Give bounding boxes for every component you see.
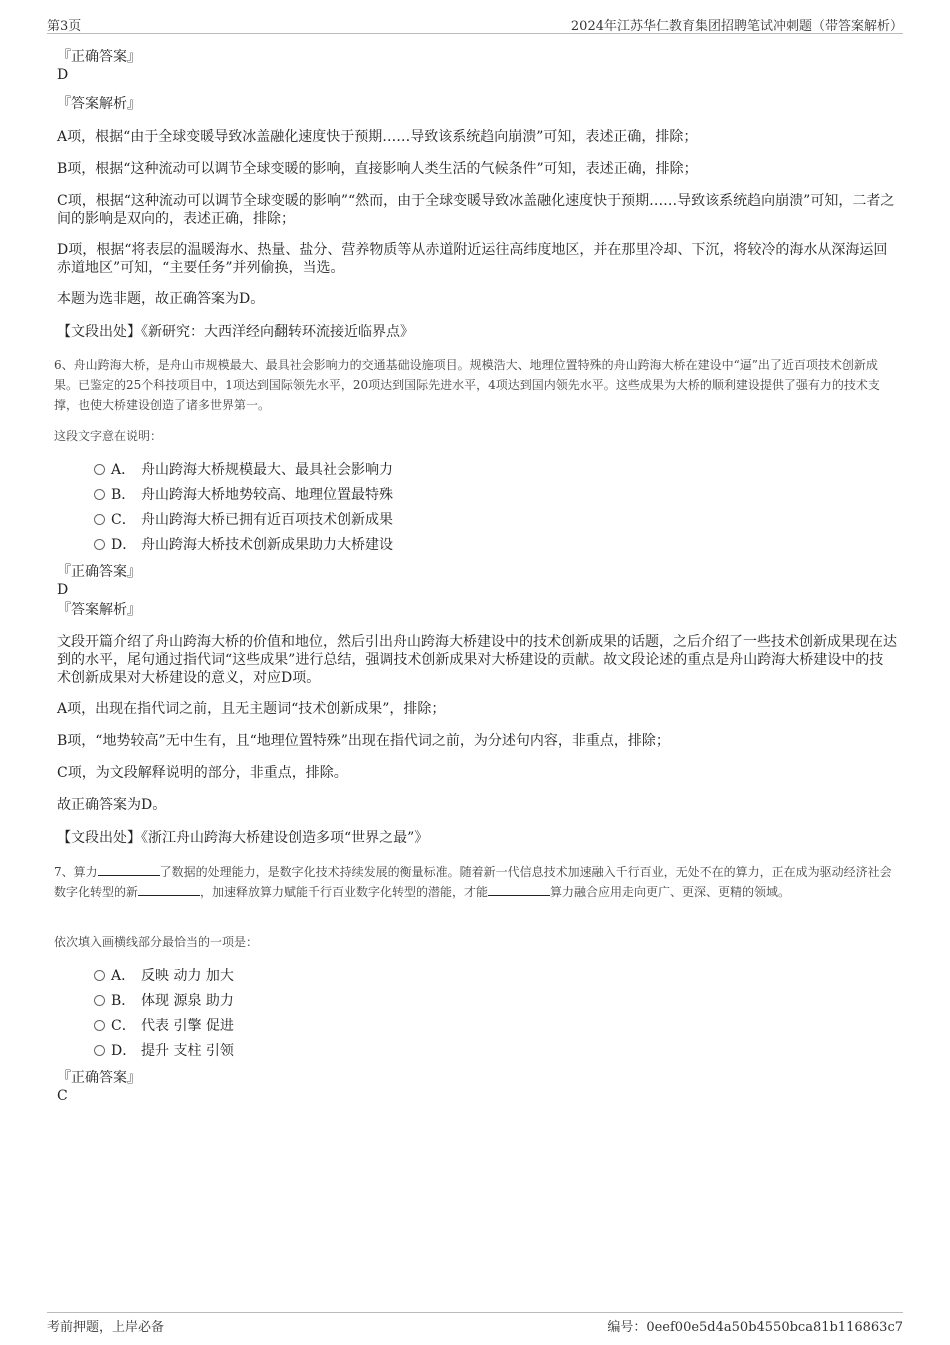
fill-blank-3 [488, 883, 550, 896]
radio-icon[interactable] [94, 489, 105, 500]
fill-blank-2 [138, 883, 200, 896]
q7-answer: C [57, 1088, 68, 1104]
q7-prompt: 依次填入画横线部分最恰当的一项是： [54, 935, 259, 949]
q6-option-d[interactable]: D． 舟山跨海大桥技术创新成果助力大桥建设 [94, 535, 393, 555]
radio-icon[interactable] [94, 995, 105, 1006]
q6-answer-label: 『正确答案』 [57, 564, 141, 580]
q6-option-b[interactable]: B． 舟山跨海大桥地势较高、地理位置最特殊 [94, 485, 393, 505]
radio-icon[interactable] [94, 539, 105, 550]
q5-analysis-label: 『答案解析』 [57, 96, 141, 112]
q6-question-text: 6、舟山跨海大桥，是舟山市规模最大、最具社会影响力的交通基础设施项目。规模浩大、地理位置特殊的舟山跨海大桥在建设中“逼”出了近百项技术创新成果。已鉴定的25个科技项目中，1项达到国际领先水平，20项达到国际先进水平，4项达到国内领先水平。这些成果为大桥的顺利建设提供了强有力的技术支撑，也使大桥建设创造了诸多世界第一。 [54, 358, 880, 412]
q7-question-text: 7、算力 了数据的处理能力，是数字化技术持续发展的衡量标准。随着新一代信息技术加速融入千行百业，无处不在的算力，正在成为驱动经济社会数字化转型的新 ，加速释放算力赋能千行百业数字化转型的潜能，才能 算力融合应用走向更广、更深、更精的领域。 [54, 865, 892, 899]
q6-conclusion: 故正确答案为D。 [57, 797, 167, 813]
radio-icon[interactable] [94, 970, 105, 981]
q6-analysis-a: A项，出现在指代词之前，且无主题词“技术创新成果”，排除； [57, 701, 446, 717]
q6-option-c[interactable]: C． 舟山跨海大桥已拥有近百项技术创新成果 [94, 510, 393, 530]
q5-answer-label: 『正确答案』 [57, 49, 141, 65]
fill-blank-1 [98, 863, 160, 876]
q6-analysis-main: 文段开篇介绍了舟山跨海大桥的价值和地位，然后引出舟山跨海大桥建设中的技术创新成果的话题，之后介绍了一些技术创新成果现在达到的水平，尾句通过指代词“这些成果”进行总结，强调技术创新成果对大桥建设的贡献。故文段论述的重点是舟山跨海大桥建设中的技术创新成果对大桥建设的意义，对应D项。 [57, 634, 897, 686]
footer-slogan: 考前押题，上岸必备 [47, 1320, 165, 1335]
document-code: 编号：0eef00e5d4a50b4550bca81b116863c7 [607, 1320, 903, 1335]
q7-option-d[interactable]: D． 提升 支柱 引领 [94, 1041, 234, 1061]
page-header [47, 13, 903, 34]
q7-option-a[interactable]: A． 反映 动力 加大 [94, 966, 234, 986]
q6-source: 【文段出处】《浙江舟山跨海大桥建设创造多项“世界之最”》 [57, 830, 429, 846]
q5-source: 【文段出处】《新研究：大西洋经向翻转环流接近临界点》 [57, 324, 414, 340]
q5-analysis-d: D项，根据“将表层的温暖海水、热量、盐分、营养物质等从赤道附近运往高纬度地区，并在那里冷却、下沉，将较冷的海水从深海运回赤道地区”可知，“主要任务”并列偷换，当选。 [57, 242, 888, 276]
q7-option-c[interactable]: C． 代表 引擎 促进 [94, 1016, 234, 1036]
radio-icon[interactable] [94, 1045, 105, 1056]
q7-option-b[interactable]: B． 体现 源泉 助力 [94, 991, 234, 1011]
q6-answer: D [57, 582, 69, 598]
page-number: 第3页 [47, 19, 82, 34]
radio-icon[interactable] [94, 464, 105, 475]
document-title: 2024年江苏华仁教育集团招聘笔试冲刺题（带答案解析） [570, 19, 903, 34]
q5-analysis-b: B项，根据“这种流动可以调节全球变暖的影响，直接影响人类生活的气候条件”可知，表述正确，排除； [57, 161, 698, 177]
q6-option-a[interactable]: A． 舟山跨海大桥规模最大、最具社会影响力 [94, 460, 393, 480]
q6-analysis-c: C项，为文段解释说明的部分，非重点，排除。 [57, 765, 348, 781]
q5-conclusion: 本题为选非题，故正确答案为D。 [57, 291, 265, 307]
q5-analysis-a: A项，根据“由于全球变暖导致冰盖融化速度快于预期……导致该系统趋向崩溃”可知，表述正确，排除； [57, 129, 698, 145]
q6-analysis-b: B项，“地势较高”无中生有，且“地理位置特殊”出现在指代词之前，为分述句内容，非重点，排除； [57, 733, 670, 749]
q5-answer: D [57, 67, 69, 83]
q6-prompt: 这段文字意在说明： [54, 429, 163, 443]
q7-answer-label: 『正确答案』 [57, 1070, 141, 1086]
q5-analysis-c: C项，根据“这种流动可以调节全球变暖的影响”“然而，由于全球变暖导致冰盖融化速度快于预期……导致该系统趋向崩溃”可知，二者之间的影响是双向的，表述正确，排除； [57, 193, 895, 227]
radio-icon[interactable] [94, 1020, 105, 1031]
radio-icon[interactable] [94, 514, 105, 525]
page-footer [47, 1312, 903, 1335]
q6-analysis-label: 『答案解析』 [57, 602, 141, 618]
